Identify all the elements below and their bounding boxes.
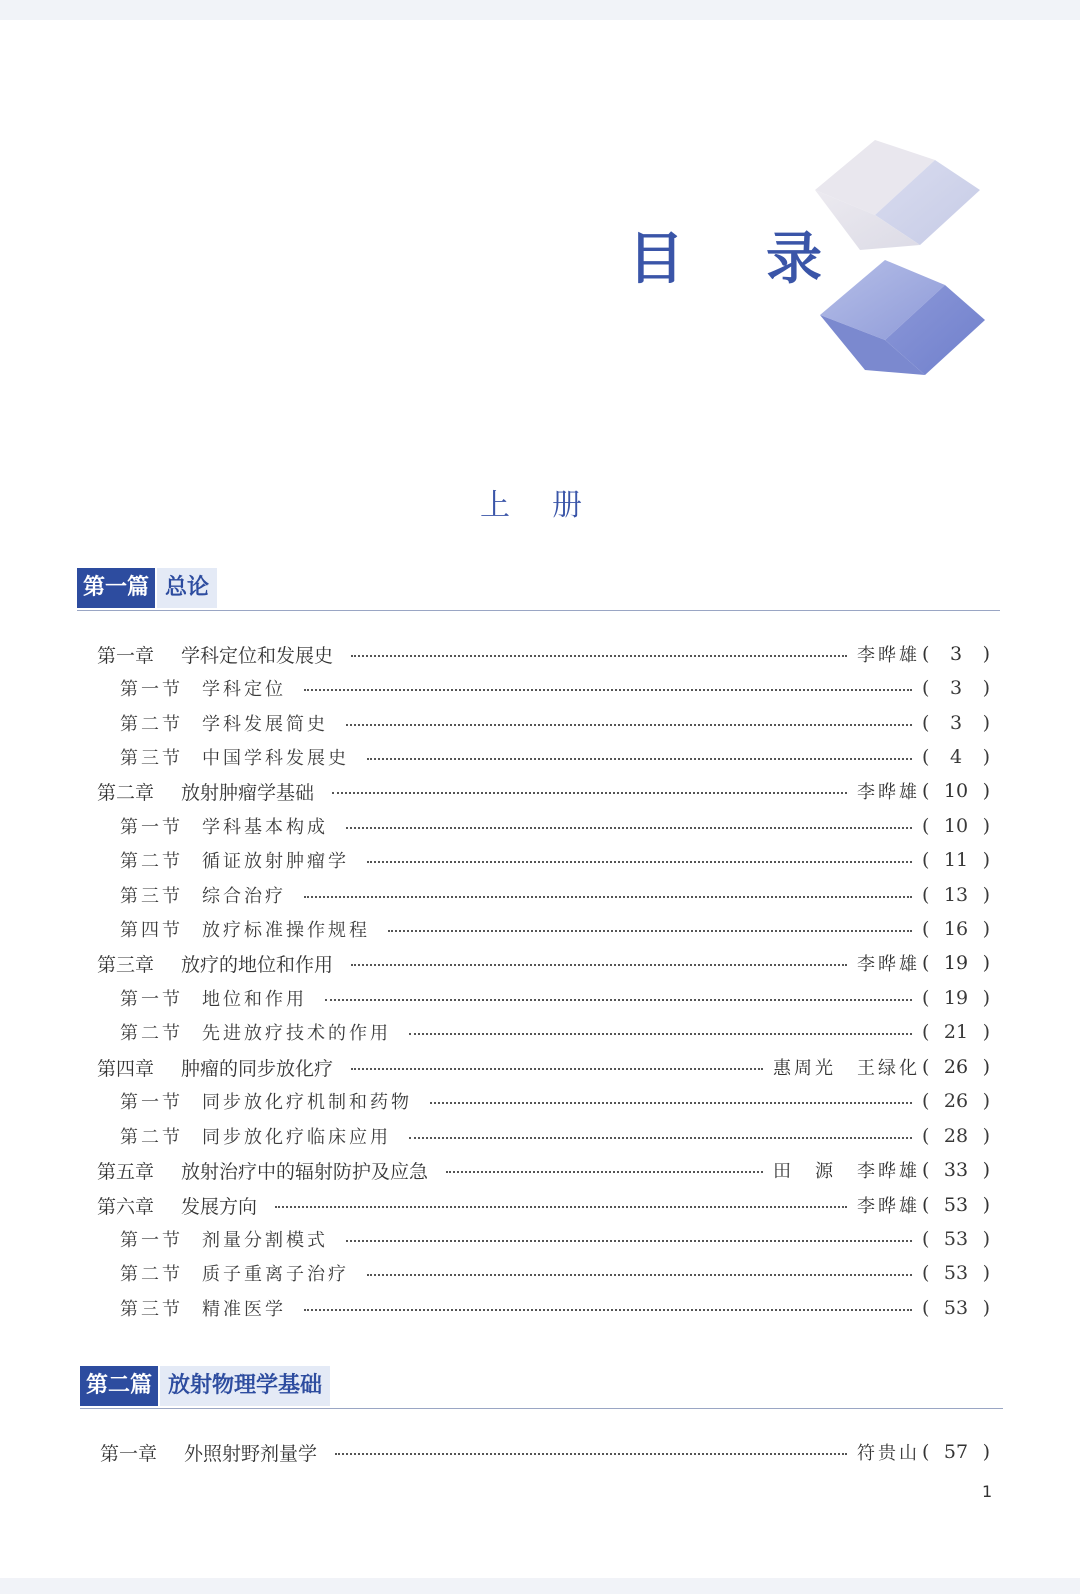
chapter-number: 第一章 <box>100 1442 158 1465</box>
page-number: 16 <box>943 918 969 940</box>
page-number: 53 <box>943 1228 969 1250</box>
page-number: 53 <box>943 1262 969 1284</box>
page-number: 4 <box>949 746 963 768</box>
dot-leader <box>409 1137 912 1139</box>
toc-section-row[interactable] <box>120 912 990 946</box>
paren-close: ) <box>982 1125 990 1147</box>
paren-open: ( <box>922 849 930 871</box>
paren-open: ( <box>922 987 930 1009</box>
chapter-title: 放疗的地位和作用 <box>181 953 334 976</box>
paren-open: ( <box>922 1021 930 1043</box>
chapter-number: 第三章 <box>97 953 155 976</box>
paren-close: ) <box>982 677 990 699</box>
paren-close: ) <box>982 918 990 940</box>
toc-section-row[interactable] <box>120 706 990 740</box>
paren-close: ) <box>982 1262 990 1284</box>
paren-close: ) <box>982 643 990 665</box>
page-reference <box>922 952 990 974</box>
chapter-author: 李晔雄 <box>857 645 920 666</box>
page-reference <box>922 746 990 768</box>
section-number: 第二节 <box>120 714 183 735</box>
part-label: 第一篇 <box>77 568 155 608</box>
paren-close: ) <box>982 1228 990 1250</box>
toc-section-row[interactable] <box>120 1084 990 1118</box>
toc-section-row[interactable] <box>120 981 990 1015</box>
page-number: 57 <box>943 1441 969 1463</box>
dot-leader <box>367 758 912 760</box>
dot-leader <box>346 827 912 829</box>
paren-open: ( <box>922 643 930 665</box>
paren-open: ( <box>922 1297 930 1319</box>
toc-section-row[interactable] <box>120 878 990 912</box>
chapter-author: 李晔雄 <box>857 1196 920 1217</box>
paren-open: ( <box>922 1159 930 1181</box>
section-number: 第一节 <box>120 679 183 700</box>
page-reference <box>922 1441 990 1463</box>
section-title: 综合治疗 <box>202 886 286 907</box>
section-title: 地位和作用 <box>202 989 307 1010</box>
chapter-title: 外照射野剂量学 <box>184 1442 318 1465</box>
page-number: 53 <box>943 1297 969 1319</box>
dot-leader <box>409 1033 912 1035</box>
dot-leader <box>275 1206 847 1208</box>
dot-leader <box>388 930 912 932</box>
section-number: 第二节 <box>120 1264 183 1285</box>
chapter-author: 李晔雄 <box>857 782 920 803</box>
page-number: 11 <box>943 849 969 871</box>
toc-section-row[interactable] <box>120 740 990 774</box>
page-reference <box>922 1194 990 1216</box>
section-title: 学科基本构成 <box>202 817 328 838</box>
dot-leader <box>335 1453 847 1455</box>
toc-chapter-row[interactable] <box>100 1435 990 1469</box>
chapter-author: 田 源 李晔雄 <box>773 1161 920 1182</box>
page-number: 21 <box>943 1021 969 1043</box>
toc-section-row[interactable] <box>120 1119 990 1153</box>
page-reference <box>922 643 990 665</box>
chapter-title: 发展方向 <box>181 1195 258 1218</box>
section-title: 剂量分割模式 <box>202 1230 328 1251</box>
part-title: 总论 <box>157 568 217 608</box>
paren-close: ) <box>982 1297 990 1319</box>
paren-open: ( <box>922 1441 930 1463</box>
paren-open: ( <box>922 1262 930 1284</box>
paren-close: ) <box>982 1441 990 1463</box>
chapter-number: 第一章 <box>97 644 155 667</box>
page-reference <box>922 849 990 871</box>
chapter-author: 惠周光 王绿化 <box>773 1058 920 1079</box>
dot-leader <box>446 1171 763 1173</box>
section-title: 学科发展简史 <box>202 714 328 735</box>
page-reference <box>922 1262 990 1284</box>
paren-close: ) <box>982 952 990 974</box>
dot-leader <box>325 999 912 1001</box>
dot-leader <box>304 896 912 898</box>
page-number: 19 <box>943 987 969 1009</box>
paren-open: ( <box>922 1056 930 1078</box>
page-reference <box>922 712 990 734</box>
volume-title-char-2: 册 <box>552 488 582 523</box>
toc-section-row[interactable] <box>120 1015 990 1049</box>
paren-close: ) <box>982 780 990 802</box>
toc-chapter-row[interactable] <box>97 946 990 980</box>
page-reference <box>922 1297 990 1319</box>
toc-section-row[interactable] <box>120 1222 990 1256</box>
paren-open: ( <box>922 1194 930 1216</box>
dot-leader <box>430 1102 912 1104</box>
paren-open: ( <box>922 746 930 768</box>
dot-leader <box>304 689 912 691</box>
section-number: 第二节 <box>120 1023 183 1044</box>
toc-section-row[interactable] <box>120 1291 990 1325</box>
page-number: 13 <box>943 884 969 906</box>
section-number: 第二节 <box>120 851 183 872</box>
toc-title-char-2: 录 <box>766 227 822 292</box>
toc-section-row[interactable] <box>120 843 990 877</box>
page-number: 3 <box>949 712 963 734</box>
page-number: 19 <box>943 952 969 974</box>
chapter-number: 第二章 <box>97 781 155 804</box>
page-reference <box>922 1056 990 1078</box>
page-reference <box>922 815 990 837</box>
section-number: 第四节 <box>120 920 183 941</box>
page-number: 10 <box>943 780 969 802</box>
toc-chapter-row[interactable] <box>97 1153 990 1187</box>
paren-close: ) <box>982 1194 990 1216</box>
section-title: 学科定位 <box>202 679 286 700</box>
chapter-number: 第五章 <box>97 1160 155 1183</box>
paren-open: ( <box>922 815 930 837</box>
section-number: 第二节 <box>120 1127 183 1148</box>
page-number: 28 <box>943 1125 969 1147</box>
paren-close: ) <box>982 1056 990 1078</box>
page-reference <box>922 780 990 802</box>
toc-title-char-1: 目 <box>628 227 684 292</box>
section-title: 同步放化疗临床应用 <box>202 1127 391 1148</box>
section-number: 第三节 <box>120 1299 183 1320</box>
chapter-title: 放射肿瘤学基础 <box>181 781 315 804</box>
dot-leader <box>304 1309 912 1311</box>
folio-page-number: 1 <box>982 1482 993 1501</box>
paren-close: ) <box>982 884 990 906</box>
page-reference <box>922 884 990 906</box>
dot-leader <box>346 724 912 726</box>
top-margin-band <box>0 0 1080 20</box>
section-title: 先进放疗技术的作用 <box>202 1023 391 1044</box>
section-number: 第三节 <box>120 886 183 907</box>
section-title: 质子重离子治疗 <box>202 1264 349 1285</box>
paren-open: ( <box>922 952 930 974</box>
page-reference <box>922 677 990 699</box>
page-number: 26 <box>943 1090 969 1112</box>
page-reference <box>922 987 990 1009</box>
toc-section-row[interactable] <box>120 671 990 705</box>
chapter-number: 第四章 <box>97 1057 155 1080</box>
decorative-cubes-graphic <box>815 135 1005 395</box>
section-title: 中国学科发展史 <box>202 748 349 769</box>
page-reference <box>922 1159 990 1181</box>
section-title: 循证放射肿瘤学 <box>202 851 349 872</box>
section-number: 第三节 <box>120 748 183 769</box>
page-number: 33 <box>943 1159 969 1181</box>
paren-open: ( <box>922 780 930 802</box>
page-reference <box>922 918 990 940</box>
dot-leader <box>367 861 912 863</box>
bottom-margin-band <box>0 1578 1080 1594</box>
page-reference <box>922 1228 990 1250</box>
page-reference <box>922 1125 990 1147</box>
paren-open: ( <box>922 1090 930 1112</box>
section-number: 第一节 <box>120 1092 183 1113</box>
chapter-title: 放射治疗中的辐射防护及应急 <box>181 1160 429 1183</box>
toc-chapter-row[interactable] <box>97 774 990 808</box>
paren-close: ) <box>982 746 990 768</box>
toc-section-row[interactable] <box>120 1256 990 1290</box>
page-number: 3 <box>949 677 963 699</box>
paren-open: ( <box>922 1125 930 1147</box>
section-title: 放疗标准操作规程 <box>202 920 370 941</box>
section-title: 同步放化疗机制和药物 <box>202 1092 412 1113</box>
paren-open: ( <box>922 884 930 906</box>
chapter-author: 符贵山 <box>857 1443 920 1464</box>
page-reference <box>922 1021 990 1043</box>
paren-close: ) <box>982 849 990 871</box>
paren-close: ) <box>982 987 990 1009</box>
paren-close: ) <box>982 1090 990 1112</box>
page-number: 53 <box>943 1194 969 1216</box>
toc-chapter-row[interactable] <box>97 1188 990 1222</box>
dot-leader <box>351 964 847 966</box>
part-header <box>80 1366 1003 1409</box>
chapter-title: 肿瘤的同步放化疗 <box>181 1057 334 1080</box>
volume-title-char-1: 上 <box>480 488 510 523</box>
page-reference <box>922 1090 990 1112</box>
paren-close: ) <box>982 1021 990 1043</box>
page-number: 26 <box>943 1056 969 1078</box>
toc-chapter-row[interactable] <box>97 1050 990 1084</box>
section-number: 第一节 <box>120 1230 183 1251</box>
toc-chapter-row[interactable] <box>97 637 990 671</box>
paren-open: ( <box>922 677 930 699</box>
paren-open: ( <box>922 1228 930 1250</box>
part-header <box>77 568 1000 611</box>
toc-section-row[interactable] <box>120 809 990 843</box>
chapter-number: 第六章 <box>97 1195 155 1218</box>
paren-close: ) <box>982 815 990 837</box>
paren-open: ( <box>922 712 930 734</box>
dot-leader <box>351 1068 763 1070</box>
section-number: 第一节 <box>120 989 183 1010</box>
paren-open: ( <box>922 918 930 940</box>
page-number: 10 <box>943 815 969 837</box>
section-number: 第一节 <box>120 817 183 838</box>
chapter-title: 学科定位和发展史 <box>181 644 334 667</box>
part-title: 放射物理学基础 <box>160 1366 330 1406</box>
dot-leader <box>332 792 847 794</box>
paren-close: ) <box>982 712 990 734</box>
part-label: 第二篇 <box>80 1366 158 1406</box>
dot-leader <box>367 1274 912 1276</box>
dot-leader <box>351 655 847 657</box>
paren-close: ) <box>982 1159 990 1181</box>
section-title: 精准医学 <box>202 1299 286 1320</box>
dot-leader <box>346 1240 912 1242</box>
chapter-author: 李晔雄 <box>857 954 920 975</box>
page-number: 3 <box>949 643 963 665</box>
